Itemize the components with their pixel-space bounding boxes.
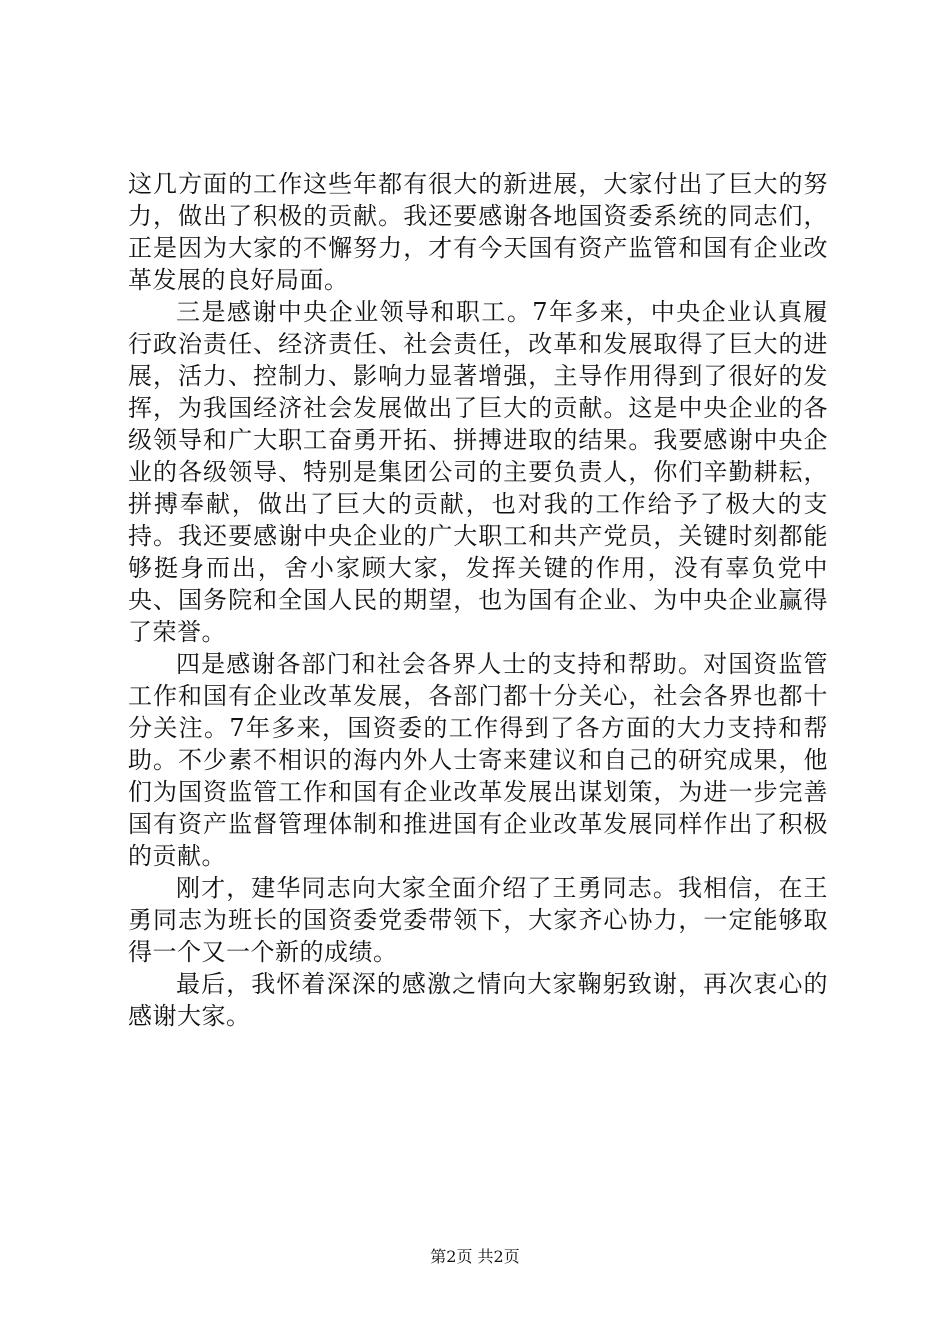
- paragraph-thanks-central-enterprises: 三是感谢中央企业领导和职工。7年多来，中央企业认真履行政治责任、经济责任、社会责任，改革和发展取得了巨大的进展，活力、控制力、影响力显著增强，主导作用得到了很好的发挥，为我国经济社会发展做出了巨大的贡献。这是中央企业的各级领导和广大职工奋勇开拓、拼搏进取的结果。我要感谢中央企业的各级领导、特别是集团公司的主要负责人，你们辛勤耕耘，拼搏奉献，做出了巨大的贡献，也对我的工作给予了极大的支持。我还要感谢中央企业的广大职工和共产党员，关键时刻都能够挺身而出，舍小家顾大家，发挥关键的作用，没有辜负党中央、国务院和全国人民的期望，也为国有企业、为中央企业赢得了荣誉。: [128, 298, 828, 646]
- paragraph-introduction: 刚才，建华同志向大家全面介绍了王勇同志。我相信，在王勇同志为班长的国资委党委带领下，大家齐心协力，一定能够取得一个又一个新的成绩。: [128, 874, 828, 966]
- paragraph-thanks-departments: 四是感谢各部门和社会各界人士的支持和帮助。对国资监管工作和国有企业改革发展，各部门都十分关心，社会各界也都十分关注。7年多来，国资委的工作得到了各方面的大力支持和帮助。不少素不相识的海内外人士寄来建议和自己的研究成果，他们为国资监管工作和国有企业改革发展出谋划策，为进一步完善国有资产监督管理体制和推进国有企业改革发展同样作出了积极的贡献。: [128, 650, 828, 870]
- page-number-footer: 第2页 共2页: [430, 1247, 520, 1266]
- paragraph-closing: 最后，我怀着深深的感激之情向大家鞠躬致谢，再次衷心的感谢大家。: [128, 970, 828, 1030]
- document-body: [128, 168, 828, 1032]
- paragraph-continuation: 这几方面的工作这些年都有很大的新进展，大家付出了巨大的努力，做出了积极的贡献。我还要感谢各地国资委系统的同志们，正是因为大家的不懈努力，才有今天国有资产监管和国有企业改革发展的良好局面。: [128, 170, 828, 294]
